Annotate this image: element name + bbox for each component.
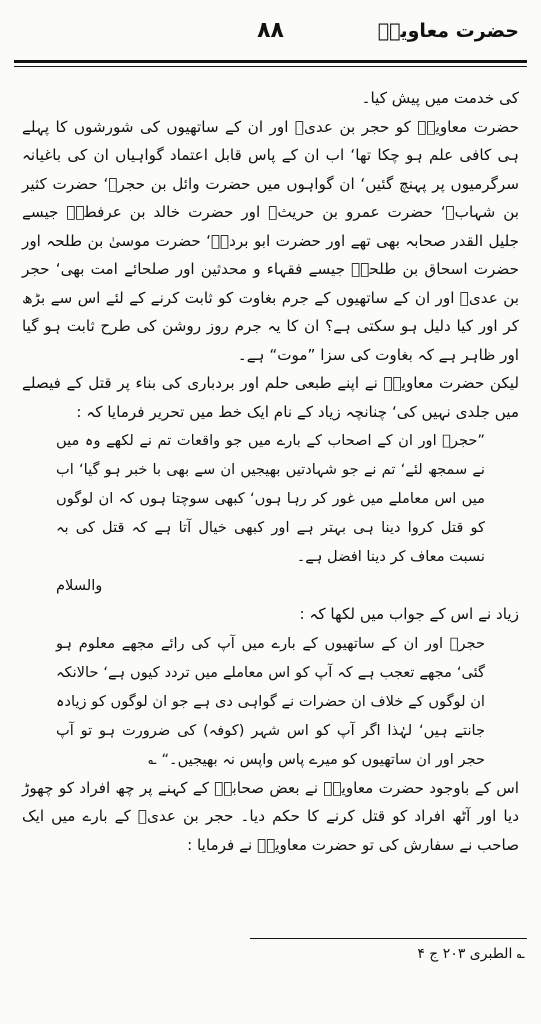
paragraph-ziyad-intro: زیاد نے اس کے جواب میں لکھا کہ :: [299, 605, 519, 623]
running-title: حضرت معاویہؓ: [377, 20, 519, 42]
paragraph-1: کی خدمت میں پیش کیا۔: [361, 89, 519, 107]
quoted-letter-ziyad: حجرؓ اور ان کے ساتھیوں کے بارے میں آپ کی رائے مجھے معلوم ہو گئی‘ مجھے تعجب ہے کہ آپ کو اس معاملے میں تردد کیوں ہے‘ حالانکہ ان لوگوں کے خلاف ان حضرات نے گواہی دی ہے جو ان لوگوں کو زیادہ جانتے ہیں‘ لہٰذا اگر آپ کو اس شہر (کوفہ) کی ضرورت ہو تو آپ حجر اور ان ساتھیوں کو میرے پاس واپس نہ بھیجیں۔“ ؎: [56, 634, 485, 768]
page-number: ۸۸: [257, 18, 284, 43]
paragraph-final: اس کے باوجود حضرت معاویہؓ نے بعض صحابہؓ کے کہنے پر چھ افراد کو چھوڑ دیا اور آٹھ افراد کو قتل کرنے کا حکم دیا۔ حجر بن عدیؓ کے بارے میں ایک صاحب نے سفارش کی تو حضرت معاویہؓ نے فرمایا :: [22, 778, 519, 854]
footnote-rule: [250, 938, 527, 939]
header-rule-thick: [14, 60, 527, 63]
paragraph-3: لیکن حضرت معاویہؓ نے اپنے طبعی حلم اور بردباری کی بناء پر قتل کے فیصلے میں جلدی نہیں کی‘ چنانچہ زیاد کے نام ایک خط میں تحریر فرمایا کہ :: [22, 374, 519, 421]
footnote: ؎ الطبری ۲۰۳ ج ۴: [417, 946, 525, 962]
header-rule-thin: [14, 66, 527, 67]
page-body: [22, 84, 519, 964]
quoted-letter-muawiya: ”حجرؓ اور ان کے اصحاب کے بارے میں جو واقعات تم نے لکھے وہ میں نے سمجھ لئے‘ تم نے جو شہادتیں بھیجیں ان سے بھی با خبر ہو گیا‘ اب میں اس معاملے میں غور کر رہا ہوں‘ کبھی سوچتا ہوں کہ ان لوگوں کو قتل کروا دینا ہی بہتر ہے اور کبھی خیال آتا ہے کہ قتل کی بہ نسبت معاف کر دینا افضل ہے۔: [56, 432, 485, 565]
paragraph-2: حضرت معاویہؓ کو حجر بن عدیؓ اور ان کے ساتھیوں کی شورشوں کا پہلے ہی کافی علم ہو چکا تھا‘ اب ان کے پاس قابل اعتماد گواہیاں ان کی باغیانہ سرگرمیوں پر پہنچ گئیں‘ ان گواہوں میں حضرت وائل بن حجرؓ‘ حضرت کثیر بن شہابؓ‘ حضرت عمرو بن حریثؓ اور حضرت خالد بن عرفطہؓ جیسے جلیل القدر صحابہ بھی تھے اور حضرت ابو بردہؓ‘ حضرت موسیٰ بن طلحہ اور حضرت اسحاق بن طلحہؒ جیسے فقہاء و محدثین اور صلحائے امت بھی‘ حجر بن عدیؓ اور ان کے ساتھیوں کے جرم بغاوت کو ثابت کرنے کے لئے اس سے بڑھ کر اور کیا دلیل ہو سکتی ہے؟ ان کا یہ جرم روز روشن کی طرح ثابت ہو گیا اور ظاہر ہے کہ بغاوت کی سزا ”موت“ ہے۔: [22, 117, 519, 364]
page-header: [12, 18, 529, 54]
quote-closing: والسلام: [56, 577, 103, 594]
